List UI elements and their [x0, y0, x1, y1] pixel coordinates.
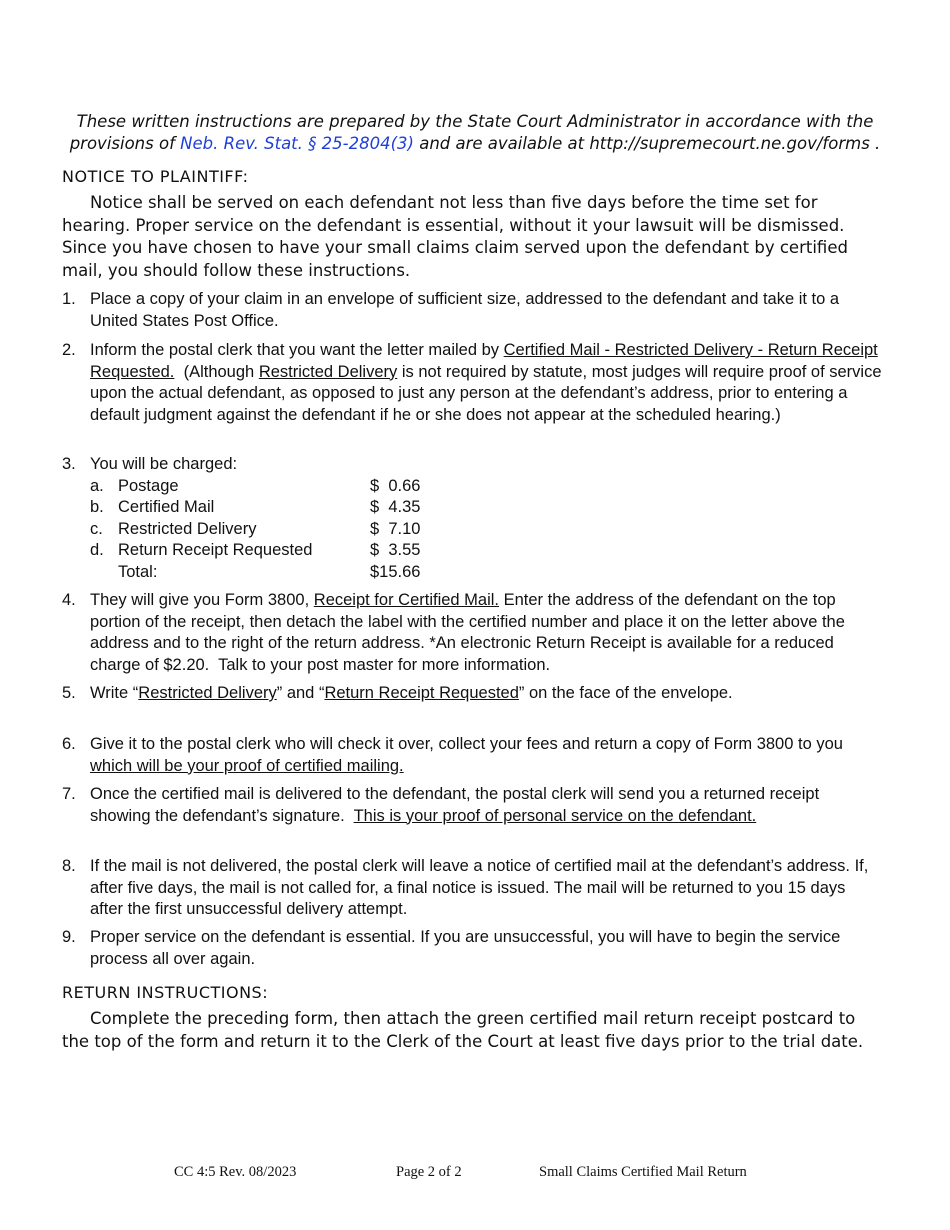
- step-text: You will be charged:: [90, 455, 238, 473]
- fee-amount: $ 4.35: [370, 498, 421, 516]
- proof-of-mailing: which will be your proof of certified mailing.: [90, 756, 404, 775]
- fee-letter: c.: [90, 519, 103, 538]
- return-receipt-term: Return Receipt Requested: [324, 684, 519, 702]
- footer-form-id: CC 4:5 Rev. 08/2023: [174, 1164, 297, 1180]
- form-3800-title: Receipt for Certified Mail.: [313, 591, 500, 609]
- step-number: 1.: [62, 290, 76, 308]
- fee-label: Return Receipt Requested: [118, 541, 313, 559]
- step-2-text-a: Inform the postal clerk that you want the letter mailed by: [90, 341, 500, 359]
- fee-amount: $ 0.66: [370, 476, 421, 495]
- step-text: [90, 340, 882, 426]
- fee-amount: $ 3.55: [370, 541, 421, 559]
- step-4-text-a: They will give you Form 3800,: [90, 591, 310, 609]
- certified-mail-method: Certified Mail - Restricted Delivery - Return Receipt Requested.: [90, 341, 878, 381]
- fee-letter: b.: [90, 498, 104, 516]
- step-number: 9.: [62, 928, 76, 946]
- step-number: 8.: [62, 857, 76, 875]
- step-3: [62, 454, 882, 583]
- step-5: [62, 683, 882, 705]
- fee-label: Postage: [118, 476, 179, 495]
- step-text: [90, 683, 882, 705]
- step-9: [62, 927, 882, 970]
- step-number: 6.: [62, 735, 76, 753]
- step-1: [62, 289, 882, 332]
- step-text: [90, 734, 882, 777]
- step-7-text-a: Once the certified mail is delivered to the defendant, the postal clerk will send you a returned receipt showing the defendant’s signature.: [90, 785, 820, 825]
- intro-line-1: These written instructions are prepared by the State Court Administrator in accordance with the: [76, 112, 874, 131]
- step-2-text-c: is not required by statute, most judges will require proof of service upon the actual defendant, as opposed to just any person at the defendant’s address, prior to entering a default judgment against the defendant if he or she does not appear at the scheduled hearing.): [90, 362, 882, 424]
- restricted-delivery-term: Restricted Delivery: [138, 684, 277, 702]
- step-4-text-b: Enter the address of the defendant on the top portion of the receipt, then detach the label with the certified number and place it on the letter above the address and to the right of the return address. *An electronic Return Receipt is available for a reduced charge of $2.20. Talk to your post master for more information.: [90, 591, 850, 674]
- step-text: Place a copy of your claim in an envelope of sufficient size, addressed to the defendant and take it to a United States Post Office.: [90, 290, 840, 330]
- step-5-text-b: ” and “: [276, 684, 325, 702]
- notice-heading: NOTICE TO PLAINTIFF:: [62, 167, 249, 186]
- fee-amount: $ 7.10: [370, 519, 421, 538]
- intro-provisions: provisions of: [69, 134, 175, 153]
- step-text: [90, 590, 882, 676]
- step-2-text-b: (Although: [174, 362, 255, 381]
- step-number: 5.: [62, 684, 76, 702]
- footer-page-number: Page 2 of 2: [396, 1164, 462, 1180]
- fee-table: [90, 476, 882, 584]
- footer-title: Small Claims Certified Mail Return: [539, 1164, 747, 1180]
- return-heading: RETURN INSTRUCTIONS:: [62, 983, 269, 1002]
- step-text: If the mail is not delivered, the postal clerk will leave a notice of certified mail at the defendant’s address. If, after five days, the mail is not called for, a final notice is issued. The mail will be returned to you 15 days after the first unsuccessful delivery attempt.: [90, 857, 869, 918]
- step-8: [62, 856, 882, 921]
- step-4: [62, 590, 882, 676]
- step-7: [62, 784, 882, 827]
- step-number: 7.: [62, 785, 76, 803]
- fee-label: Restricted Delivery: [118, 519, 257, 538]
- step-number: 2.: [62, 341, 76, 359]
- fee-label: Certified Mail: [118, 498, 215, 516]
- return-paragraph: Complete the preceding form, then attach the green certified mail return receipt postcard to the top of the form and return it to the Clerk of the Court at least five days prior to the trial date.: [62, 1009, 864, 1051]
- step-6: [62, 734, 882, 777]
- step-text: [90, 784, 882, 827]
- step-6-text-a: Give it to the postal clerk who will check it over, collect your fees and return a copy of Form 3800 to you: [90, 735, 843, 753]
- fee-letter: d.: [90, 541, 104, 559]
- notice-paragraph: Notice shall be served on each defendant not less than five days before the time set for hearing. Proper service on the defendant is essential, without it your lawsuit will be dismissed. Since you have chosen to have your small claims claim served upon the defendant by certified mail, you should follow these instructions.: [62, 193, 848, 280]
- step-5-text-a: Write “: [90, 684, 139, 702]
- step-text: Proper service on the defendant is essential. If you are unsuccessful, you will have to begin the service process all over again.: [90, 928, 841, 968]
- fee-total-amount: $15.66: [370, 562, 421, 581]
- restricted-delivery-term: Restricted Delivery: [258, 362, 398, 381]
- intro-statement: [60, 111, 890, 155]
- fee-letter: a.: [90, 476, 104, 495]
- step-number: 4.: [62, 591, 76, 609]
- step-number: 3.: [62, 455, 76, 473]
- fee-row: [90, 540, 882, 562]
- fee-row: [90, 519, 882, 541]
- step-2: [62, 340, 882, 426]
- fee-total-label: Total:: [118, 562, 158, 581]
- fee-row: [90, 476, 882, 498]
- statute-link[interactable]: Neb. Rev. Stat. § 25-2804(3): [180, 134, 414, 153]
- step-5-text-c: ” on the face of the envelope.: [518, 684, 733, 702]
- intro-line-2-rest: and are available at http://supremecourt.ne.gov/forms .: [419, 134, 881, 153]
- fee-total-row: [90, 562, 882, 584]
- fee-row: [90, 497, 882, 519]
- proof-of-service: This is your proof of personal service on the defendant.: [353, 806, 757, 825]
